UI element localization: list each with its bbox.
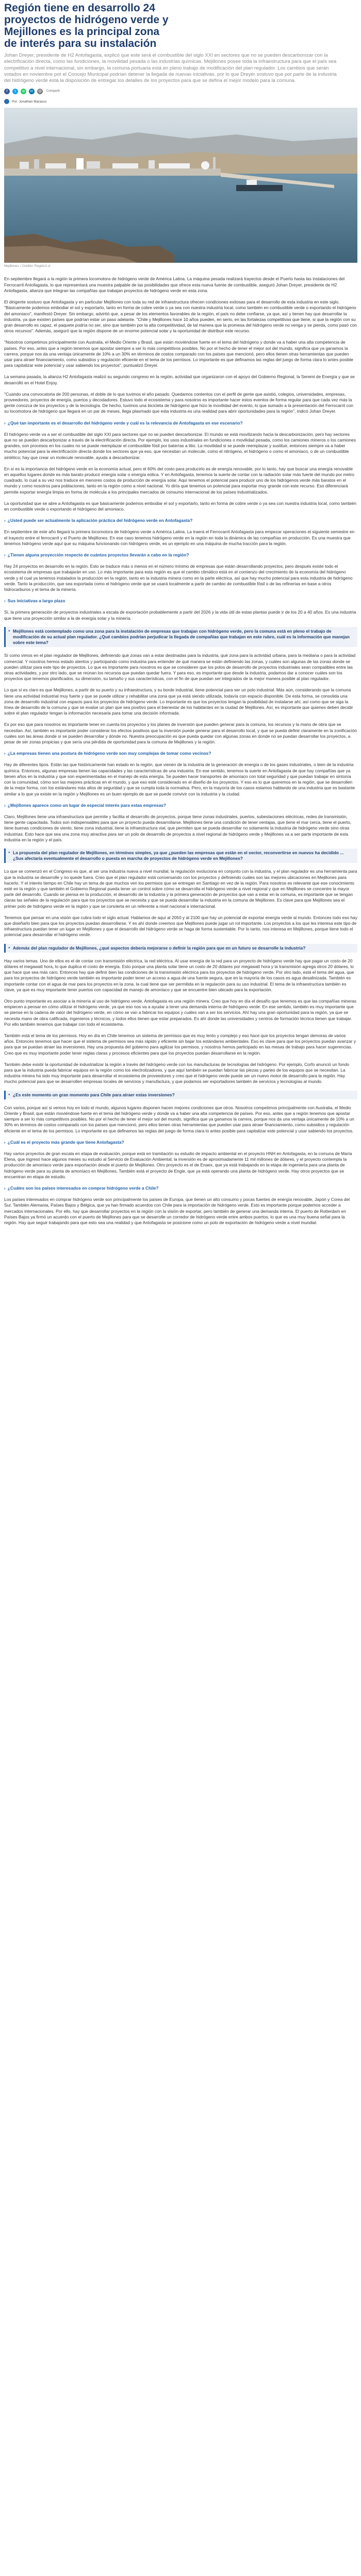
paragraph: En septiembre de este año llegará la primera locomotora de hidrógeno verde a América Latina. La traerá el Ferrocarril Antofagasta para empezar operaciones el siguiente semestre en el trayecto entre el ferrocarril y el Puerto de Mejillones. En ese caso tenemos hidrógeno verde en la región en toda la dinámica de las compañías en producción. Es una muestra que tenemos hidrógeno verde aquí que su máquina funcionando con hidrógeno verde, es un ejemplo en una máquina de mucha tracción para la región. xyxy=(4,529,355,546)
highlighted-question: ● Mejillones está contemplado como una zona para la instalación de empresas que trabajan con hidrógeno verde, pero la comuna está en pleno el trabajo de modificación de su actual plan regulador. ¿Qué cambios podrían perjudicar la llegada de compañías que trabajan en este rubro, cuál es la información que manejan sobre este tema? xyxy=(4,627,357,648)
paragraph: Con varios, porque así si vemos hoy en todo el mundo, algunos lugares disponen hacen mejores condiciones que otros. Nosotros competimos principalmente con Australia, el Medio Oriente y Brasil, que están moviéndose fuerte en el tema del hidrógeno verde y donde va a haber una alta competencia de países. Por eso, antes que a región tenemos que apostar siempre a ser lo más competitivos posibles. No por el hecho de tener el mejor sol del mundo, significa que ya ganamos la carrera, porque nos da una ventaja únicamente de 10% a un 30% en términos de costos comparado con los países que mencionó, pero ellos tienen otras herramientas que pueden usar para atraer financiamiento, como subsidios y regulación eficiente en el tema de los permisos. Lo importante es que definamos las reglas del juego de forma clara lo antes posible para capitalizar este potencial y usar sabiendo los proyectos. xyxy=(4,1105,354,1133)
article-body xyxy=(4,276,357,1226)
paragraph: "Nosotros competimos principalmente con Australia, el Medio Oriente y Brasil, que están moviéndose fuerte en el tema del hidrógeno y donde va a haber una alta competencia de países. Por eso, antes que a región tenemos que apostar siempre a ser lo más competitivos posibles. No por el hecho de tener el mejor sol del mundo, significa que ya ganamos la carrera, porque nos da una ventaja únicamente de 10% a un 30% en términos de costos comparado con los países que mencionó, pero ellos tienen otras herramientas que pueden usar para atraer financiamiento, como subsidios y regulación eficiente en el tema de los permisos. Lo importante es que definamos las reglas del juego de forma clara lo antes posible para capitalizar este potencial y usar sabiendo los proyectos", puntualizó Dreyer. xyxy=(4,340,353,368)
share-bar xyxy=(4,88,357,95)
paragraph: Hay varios proyectos de gran escala en etapa de evaluación, porque está en tramitación su estudio de impacto ambiental en el proyecto HNH en Antofagasta, en la comuna de María Elena, que ingresó hace algunos meses su estudio al Servicio de Evaluación Ambiental; la inversión es de aproximadamente 11 mil millones de dólares, y el proyecto contempla la producción de amoníaco verde para exportación desde el puerto de Mejillones. Otro proyecto es el de Enaex, que ya está trabajando en la etapa de ingeniería para una planta de hidrógeno verde para su planta de amoníaco en Mejillones. También está el proyecto de Engie, que ya está operando una planta de hidrógeno verde. Hay otros proyectos que se encuentran en etapa de estudio. xyxy=(4,1151,352,1179)
paragraph: En septiembre llegará a la región la primera locomotora de hidrógeno verde de América Latina. La máquina pesada realizará trayectos desde el Puerto hasta las instalaciones del Ferrocarril Antofagasta, lo que representará una muestra palpable de las posibilidades que ofrece esta nueva fuente de combustible, aseguró Johan Dreyer, presidente de H2 Antofagasta, alianza que integran las compañías que trabajan proyectos de hidrógeno verde en esta zona. xyxy=(4,276,345,293)
chevron-right-icon: › xyxy=(4,552,6,557)
question-text: ¿Mejillones aparece como un lugar de especial interés para estas empresas? xyxy=(7,802,167,808)
question-text: ¿Cuál es el proyecto más grande que tiene Antofagasta? xyxy=(7,1139,124,1145)
paragraph: También está el tema de los permisos. Hoy en día en Chile tenemos un sistema de permisos que es muy lento y complejo y eso hace que los proyectos tengan demoras de varios años. Entonces tenemos que hacer que el sistema de permisos sea más rápido y eficiente sin bajar los estándares ambientales. Eso es clave para que los proyectos puedan avanzar y para que se puedan atraer las inversiones. Hay una propuesta del gobierno para agilizar los permisos, y nosotros hemos participado en las mesas de trabajo para hacer sugerencias. Creo que es muy importante poder tener reglas claras y procesos eficientes para que los proyectos puedan desarrollarse en la región. xyxy=(4,1033,356,1056)
interview-question xyxy=(4,598,357,604)
avatar xyxy=(4,99,9,104)
whatsapp-icon[interactable]: w xyxy=(21,89,26,94)
paragraph: Claro, Mejillones tiene una infraestructura que permite y facilita el desarrollo de proyectos, porque tiene zonas industriales, puertos, subestaciones eléctricas, redes de transmisión, tiene gente capacitada. Todos son indispensables para que un proyecto pueda desarrollarse. Mejillones tiene una condición de tener ventajas, que tiene el mar cerca, tiene el puerto, tiene buenas condiciones de viento, tiene zona industrial, tiene la infraestructura vial, que permiten que se pueda desarrollar no solamente la industria de hidrógeno verde sino otras industrias. Esto hace que sea una zona muy atractiva para ser un polo de desarrollo de proyectos a nivel regional de hidrógeno verde y Mejillones va a ser parte importante de esta industria en la región y el país. xyxy=(4,814,352,842)
chevron-right-icon: › xyxy=(4,802,6,808)
interview-question xyxy=(4,552,357,558)
paragraph: Otro punto importante es asociar a la minería al uso de hidrógeno verde. Antofagasta es una región minera. Creo que hoy en día el desafío que tenemos es que las compañías mineras empiecen a pensar en cómo utilizar el hidrógeno verde, ya que eso nos va a ayudar a tener una demanda interna de hidrógeno verde. En ese sentido, también es muy importante que se piense en la cadena de valor del hidrógeno verde, en cómo se van a fabricar los equipos y cuáles van a ser los servicios. Ahí hay una gran oportunidad para la región, ya que se necesita mano de obra calificada, ingenieros y técnicos, y todos ellos tienen que estar preparados. Es ahí donde las universidades y centros de formación técnica tienen que trabajar. Por ello también tenemos que trabajar con todo el ecosistema. xyxy=(4,998,356,1027)
chevron-right-icon: › xyxy=(4,420,6,426)
paragraph: Los países interesados en comprar hidrógeno verde son principalmente los países de Europa, que tienen un alto consumo y pocas fuentes de energía renovable, Japón y Corea del Sur. También Alemania, Países Bajos y Bélgica, que ya han firmado acuerdos con Chile para la importación de hidrógeno verde. Esto es importante porque podemos acceder a mercados internacionales. Por ello, hay que desarrollar proyectos en la región con la visión de exportar, pero también de generar una demanda interna. El puerto de Rotterdam en Países Bajos ya firmó un acuerdo con el puerto de Mejillones para que se desarrolle un corredor de hidrógeno verde entre ambos puertos, lo que es una muy buena señal para la región. Hay que seguir trabajando para que esto sea una realidad y que Antofagasta se posicione como un polo de exportación de hidrógeno verde a nivel mundial. xyxy=(4,1197,350,1226)
linkedin-icon[interactable]: in xyxy=(29,89,35,94)
hero-image xyxy=(4,108,357,263)
interview-question xyxy=(4,518,357,523)
author-line xyxy=(4,99,357,104)
interview-question xyxy=(4,1140,357,1145)
interview-question xyxy=(4,751,357,756)
paragraph: Lo que se comenzó en el Congreso es que, al ser una industria nueva a nivel mundial, la regulación evoluciona en conjunto con la industria, y el plan regulador es una herramienta para que la industria se desarrolle y no quede fuera. Creo que el plan regulador está conversando con los proyectos y definiendo cuáles son las mejores ubicaciones en Mejillones para hacerlo. Y el interés tiempo en Chile hay un tema de que muchos ven los permisos que se entregan en Santiago en vez de la región. Para nosotros es relevante que ese conocimiento esté en la región y que también el Gobierno Regional pueda tener un control sobre cómo se desarrolla el hidrógeno verde a nivel regional y que en Mejillones se concentre la mayor parte del desarrollo. Cuando se piensa en la producción, el desarrollo de la industria y la primera generación de proyectos que van a estar en la comuna, es importante que se tengan claras las señales de la regulación para que los proyectos que se necesita y que se pueda desarrollar la industria en la comuna de Mejillones. Es clave para que Mejillones sea el primer polo de hidrógeno verde en la región y que se convierta en un referente a nivel nacional e internacional. xyxy=(4,869,357,909)
interview-question xyxy=(4,1185,357,1191)
share-label[interactable]: Compartir xyxy=(46,90,60,93)
email-icon[interactable]: @ xyxy=(38,89,42,93)
author-name[interactable]: Por: Jonathan Marasco xyxy=(12,99,47,104)
chevron-right-icon: › xyxy=(4,751,6,756)
paragraph: Sí como vimos en el plan regulador de Mejillones, definiendo qué zonas van a estar destinadas para la industria, qué zona para la actividad urbana, para la mediana o para la actividad comercial. Y nosotros hemos estado atentos y participando como industria para entender de qué manera se están definiendo las zonas, y cuáles son algunas de las zonas donde se pueden utilizar para este tipo de proyectos. Lo que es importante para nosotros es que se consideren que los polos de desarrollo de proyectos industriales sean compatibles entre las otras actividades, y por otro lado, que se reúnan los recursos que puedan quedar fuera. Y para eso, es importante que desde la industria, podamos dar a conocer cuáles son los proyectos que tenemos planificados, su dimensión, su tamaño y sus características, con el fin de que puedan ser integrados de la mejor manera posible al plan regulador. xyxy=(4,653,356,682)
paragraph: Es por eso que para nosotros es importante tener en cuenta los proyectos y los planes de inversión que pueden generar para la comuna, los recursos y la mano de obra que se necesitan. Así, también es importante poder considerar los efectos positivos que la inversión puede generar para el desarrollo local, y que se pueda definir claramente en la zonificación cuáles son las áreas donde sí se pueden desarrollar y dónde no. Nuestra preocupación es que pueda quedar con algunas zonas en donde no se puedan desarrollar los proyectos, a pesar de ser zonas propicias y que sería una pérdida de oportunidad para la comuna de Mejillones y la región. xyxy=(4,722,357,745)
paragraph: Tenemos que pensar en una visión que cubra todo el siglo actual. Hablamos de aquí al 2050 y al 2100 que hay un potencial de exportar energía verde al mundo. Entonces todo eso hay que diseñarlo bien para que los proyectos puedan desarrollarse. Y es ahí donde creemos que Mejillones puede jugar un rol importante. Los proyectos a los que les interesa este tipo de infraestructura puedan tener un lugar en Mejillones y que el desarrollo del hidrógeno verde se haga de forma sustentable. Por lo tanto, nos interesa en Mejillones, porque tiene todo el potencial para desarrollar el hidrógeno verde. xyxy=(4,914,357,938)
question-text: Sus iniciativas a largo plazo xyxy=(7,598,65,604)
highlighted-question: ● La propuesta del plan regulador de Mejillones, en términos simples, ya que ¿pueden las empresas que están en el sector, reconvertirse en nuevos ha decidido ... ¿Sus afectaría eventualmente el desarrollo o puesta en marcha de proyectos de hidrógeno verde en Mejillones? xyxy=(4,849,357,863)
question-text: ¿Usted puede ser actualmente la aplicación práctica del hidrógeno verde en Antofagasta? xyxy=(7,518,193,523)
paragraph: La oportunidad que se abre a Antofagasta es que básicamente podemos embodiar el sol y exportarlo, tanto en forma de cobre verde o ya sea con nuestra industria local, como también en combustible verde o exportando el hidrógeno del amoniaco. xyxy=(4,500,356,512)
question-text: ¿Cuáles son los países interesados en comprar hidrógeno verde a Chile? xyxy=(7,1185,159,1191)
paragraph: También debe existir la oportunidad de industrializar la región a través del hidrógeno verde con los manufacturas de tecnologías del hidrógeno. Por ejemplo, Corfo anunció un fondo para que la industria pueda fabricar equipos en la región como los electrolizadores, y que aquí también se puedan fabricar las piezas y partes de los equipos que se necesitan. La industria minera ha sido muy importante para desarrollar el ecosistema de proveedores y creo que el hidrógeno verde puede ser un nuevo motor de desarrollo para la región. Hay mucho potencial para que se desarrollen empresas locales de servicios y manufactura, y que podamos ser exportadores también de servicios y tecnologías al mundo. xyxy=(4,1061,350,1084)
facebook-icon[interactable]: f xyxy=(4,89,10,94)
interview-question xyxy=(4,803,357,808)
paragraph: Hay 24 proyectos en desarrollo en la región. Esto se traduce más o menos en el número mínimo de empresas que están desarrollando proyectos, pero después existe todo el ecosistema de empresas que trabajarán en uso. Lo más importante para esta región es que el cambio climático está en el comienzo del crecimiento de la economía del hidrógeno verde y el cual ya tenemos instalados la producción en la región, tanto en la industria minera como en la parte eléctrica, así que hay mucho potencial para esta industria de hidrógeno verde. Tanto la producción, que sea exportada como el hidrógeno verde que se usará localmente a partir de cambio de combustible fósil o de las refinerías en base a otros hidrocarburos y el tema de la minería. xyxy=(4,564,353,592)
paragraph: "Cuando una convocatoria de 200 personas, el doble de lo que tuvimos el año pasado. Quedamos contentos con el perfil de gente que asistió, colegios, universidades, empresas, proveedores, proyectos de energía, puertos y decodadores. Estuvo todo el ecosistema y para nosotros es importante hacer estos eventos de forma regular para que cada vez más la gente conozca de los proyectos y de la tecnología. De hecho, tuvimos una bicicleta de hidrógeno que hizo la movilidad del evento, lo que sumado a la presentación del Ferrocarril con su locomotora de hidrógeno que llegará en un par de meses, llega plasmado que esta industria es una realidad para abrir oportunidades para la región", indicó Johan Dreyer. xyxy=(4,391,353,414)
question-text: ¿La empresas tienen una postura de hidrógeno verde son muy complejas de tomar como vecinos? xyxy=(7,751,211,756)
question-text: ¿Qué tan importante es el desarrollo del hidrógeno verde y cuál es la relevancia de Antofagasta en ese escenario? xyxy=(7,420,243,426)
twitter-icon[interactable]: t xyxy=(12,89,18,94)
paragraph: Hay de diferentes tipos. Están las que históricamente han estado en la región, que vienen de la industria de la generación de energía o de los gases industriales, o bien de la industria química. Entonces, algunas empresas tienen las capacidades y las características de una industria. En ese sentido, tenemos la suerte en Antofagasta de que hay compañías que ya tienen años en la industria y que son experimentadas en el manejo de esta energía. Se pueden hacer transportes de amoníaco con total seguridad y que puedan trabajar en sintonía con la comunidad, cómo son las mejores prácticas en el mundo, y que eso esté considerado en el diseño de los proyectos. Y eso es lo que queremos en la región, que se desarrollen de la mejor forma, con los estándares más altos de seguridad y que se cumpla toda la normativa. Pero, en la mayoría de los casos estamos hablando de una industria que es bastante similar a lo que ya existe en la región y Mejillones es un buen ejemplo de que se puede convivir con la industria y la ciudad. xyxy=(4,762,355,796)
paragraph: Sí, la primera generación de proyectos industriales a escala de exportación probablemente a partir del 2026 y la vida útil de estas plantas puede ir de los 20 a 40 años. Es una industria que tiene una proyección similar a la de energía solar y la minería. xyxy=(4,609,356,621)
highlighted-question: ● Además del plan regulador de Mejillones, ¿qué aspectos debería mejorarse o definir la región para que en un futuro se desarrolle la industria? xyxy=(4,944,357,953)
highlighted-question: ● ¿Es este momento un gran momento para Chile para atraer estas inversiones? xyxy=(4,1091,357,1099)
paragraph: Lo que sí es claro es que Mejillones, a partir de su puerto y su infraestructura, y su borde industrial, tiene potencial para ser un polo industrial. Más aún, considerando que la comuna tiene una actividad industrial muy fuerte y que se puede utilizar y rehabilitar una zona que ya está siendo utilizada, todavía con espacio disponible. De esta forma, se consolida una zona de desarrollo industrial con espacio para los proyectos de hidrógeno verde. Lo importante es que los proyectos tengan la posibilidad de instalarse ahí, así como que se siga la línea de desarrollo de la comuna y que se evalúe un plan que sea positivo para el bienestar de los habitantes en la ciudad de Mejillones. Así, es importante que quienes deben decidir sobre el plan regulador tengan la información necesaria para tomar una decisión informada. xyxy=(4,687,353,716)
paragraph: La semana pasada, la alianza H2 Antofagasta realizó su segundo congreso en la región, actividad que organizaron con el apoyo del Gobierno Regional, la Seremi de Energía y que se desarrolló en el Hotel Enjoy. xyxy=(4,374,355,385)
chevron-right-icon: › xyxy=(4,1139,6,1145)
paragraph: El dirigente sostuvo que Antofagasta y en particular Mejillones con toda su red de infraestructura ofrecen condiciones exitosas para el desarrollo de esta industria en este siglo. "Básicamente podemos embodiar el sol y exportarlo, tanto en forma de cobre verde o ya sea con nuestra industria local, como también en combustible verde o exportando el hidrógeno del amoniaco", manifestó Dreyer. Sin embargo, advirtió que, a pesar de los elementos favorables de la región, el país no debe confiarse, ya que, así y tienen hay que desarrollar la industria, ya que existen países que podrían estar un paso adelante. "Chile y Mejillones hace 10 años pueden, en serio, en las fortalezas competitivas que tiene, si que la región con su gran desarrollo es capaz, el paquete podría no ser, sino que también por la alta competitividad, de tal manera que la promesa del hidrógeno verde no venga y se pierda, como pasó con otros recursos". Además, aseguró que la región dispone de un enorme potencial solar y la oportunidad de distribuir este recurso. xyxy=(4,299,357,334)
harbor-photo xyxy=(4,108,357,263)
chevron-right-icon: › xyxy=(4,598,6,604)
paragraph: En sí es la importancia del hidrógeno verde en la economía actual, pero el 60% del costo para producirlo es de energía renovable, por lo tanto, hay que buscar una energía renovable en aquellos lugares donde es más barato producir energía solar o energía eólica. Y en Antofagasta, tenemos la suerte de contar con la radiación solar más fuerte del mundo por metro cuadrado, lo cual a su vez nos traduce en menores costos de producción de energía solar. Aquí tenemos el potencial para producir uno de los hidrógenos verde más baratos en el mundo y como nosotros para poblaciones, tanto en la región como a nivel nacional. Yo diría que tenemos un potencial para exportar muy grande con este recurso. Eso diferenciará permite exportar energía limpia en forma de molécula a los principales mercados de consumo internacional de los países industrializados. xyxy=(4,466,354,495)
article-title: Región tiene en desarrollo 24 proyectos de hidrógeno verde y Mejillones es la principal zona de interés para su instalación xyxy=(4,2,169,49)
chevron-right-icon: › xyxy=(4,518,6,523)
paragraph: Hay varios temas. Uno de ellos es el de contar con transmisión eléctrica, la red eléctrica. Al usar energía de la red para un proyecto de hidrógeno verde hay que pagar un costo de 20 dólares el megawatt hora, lo que duplica el costo de energía. Esto porque una planta solar tiene un costo de 20 dólares por megawatt hora y la transmisión agrega otros 20 dólares, lo que hace que sea más caro. Entonces hay que definir bien las condiciones de la transmisión eléctrica para los proyectos de hidrógeno verde. Por otro lado, está el tema del agua, que para los proyectos de hidrógeno verde también es importante poder tener un acceso a agua de una fuente segura, que en la mayoría de los casos es agua desalinizada. También es importante contar con el agua de mar para los proyectos en la zona, la cual tiene que ser permitida en la regulación para su uso industrial. El tema de la infraestructura también es clave, ya que es muy importante tener puertos con capacidad de manejo de amoníaco y que se encuentre bien ubicado para la exportación. xyxy=(4,958,354,992)
paragraph: El hidrógeno verde va a ser el combustible del siglo XXI para sectores que no se pueden descarbonizar. El mundo se está movilizando hacia la descarbonización, pero hay sectores que no se pueden descarbonizar a través de la electrificación directa. Por ejemplo, los usos industriales en fundiciones o movilidad pesada, como los camiones mineros o los camiones grandes, son procesos en los cuales no se puede reemplazar el combustible fósil por baterías a litio. La movilidad si se puede reemplazar y sustituir, entonces siempre va a haber mucho potencial para la electrificación directa donde los sectores que ya eso, que necesitan un molecule, como el nitrógeno, el hidrógeno o como el amoniaco, o de un combustible sintético; hay que crear un molecule renovable, ayuda a descarbonizar. xyxy=(4,431,356,460)
interview-question xyxy=(4,420,357,426)
article-page xyxy=(0,0,361,1242)
question-text: ¿Tienen alguna proyección respecto de cuántos proyectos llevarán a cabo en la región? xyxy=(7,552,189,557)
article-lede: Johan Dreyer, presidente de H2 Antofagasta, explicó que este será el combustible del siglo XXI en sectores que no se pueden descarbonizar con la electrificación directa, como las fundiciones, la movilidad pesada o las industrias químicas. Mejillones posee toda la infraestructura para que el país sea competitivo a nivel internacional, sin embargo, la comuna portuaria está en pleno trabajo de modificación del plan regulador. Los cambios que serán votados en noviembre por el Concejo Municipal podrían detener la llegada de nuevas iniciativas, por lo que Dreyer sostuvo que por parte de la industria del hidrógeno verde está la disposición de entregar los detalles de los proyectos para que se defina el mejor modelo para la comuna. xyxy=(4,53,337,84)
chevron-right-icon: › xyxy=(4,1185,6,1191)
image-caption: Mejillones / Crédito: Región2.cl xyxy=(4,264,51,268)
